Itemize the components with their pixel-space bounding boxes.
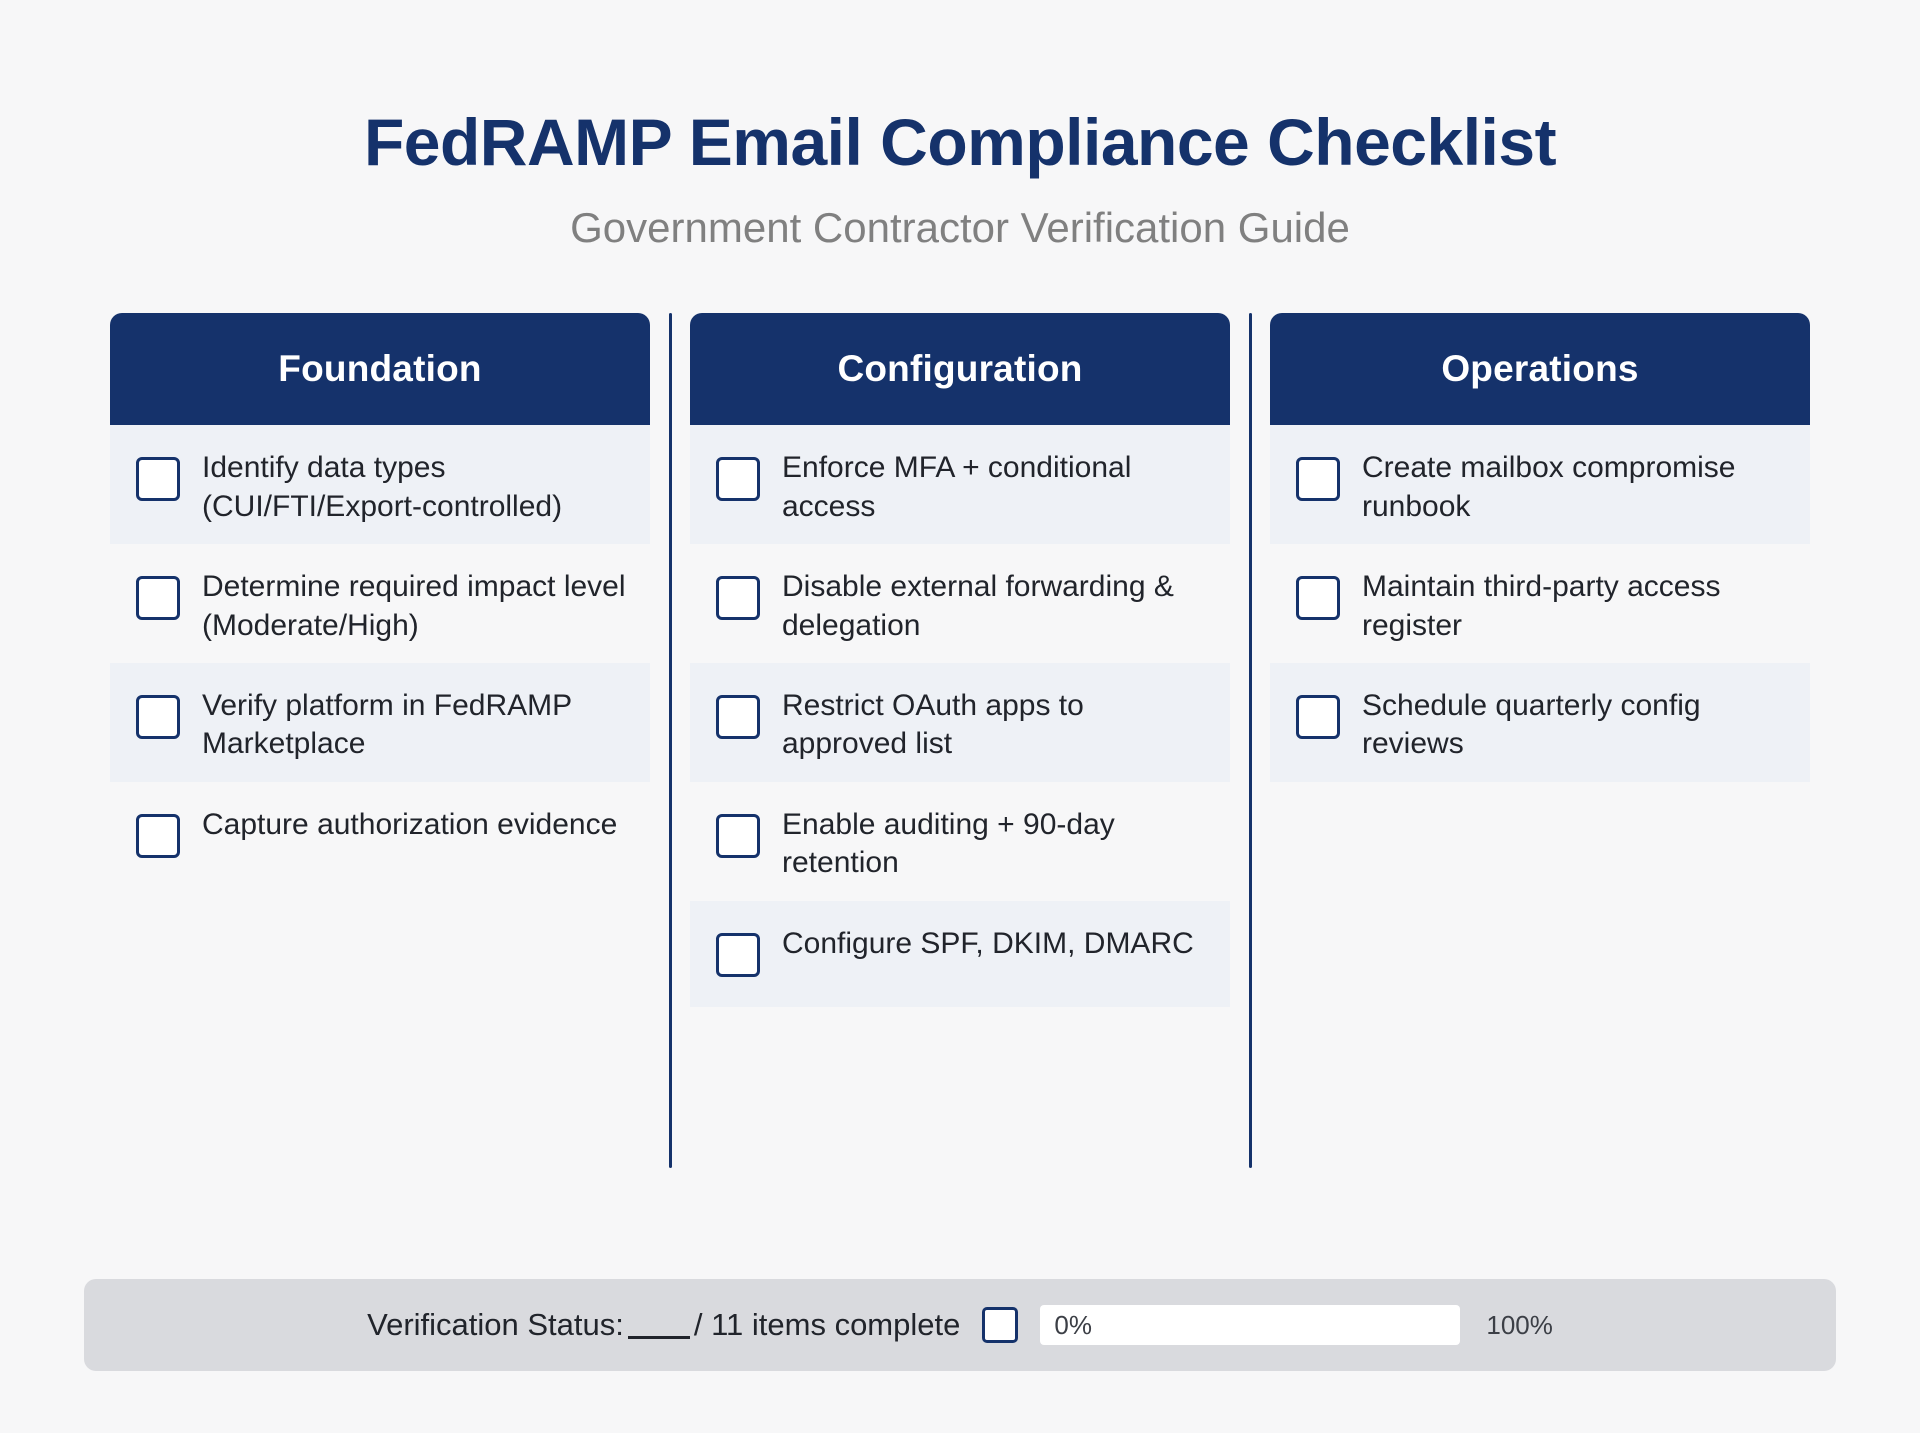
checklist-item[interactable] bbox=[110, 544, 650, 663]
checkbox-icon[interactable] bbox=[1296, 457, 1340, 501]
checklist-item[interactable] bbox=[110, 663, 650, 782]
checkbox-icon[interactable] bbox=[982, 1307, 1018, 1343]
checkbox-icon[interactable] bbox=[716, 695, 760, 739]
checklist-column-foundation bbox=[110, 313, 650, 887]
checklist-item-label: Determine required impact level (Moderate/High) bbox=[202, 570, 626, 642]
progress-min-label: 0% bbox=[1054, 1309, 1092, 1340]
verification-status-text bbox=[367, 1307, 960, 1343]
checklist-item-label: Identify data types (CUI/FTI/Export-controlled) bbox=[202, 451, 563, 523]
progress-bar[interactable] bbox=[1040, 1305, 1460, 1345]
checkbox-icon[interactable] bbox=[716, 576, 760, 620]
checkbox-icon[interactable] bbox=[136, 695, 180, 739]
checklist-item-label: Schedule quarterly config reviews bbox=[1362, 689, 1701, 761]
column-header-operations: Operations bbox=[1270, 313, 1810, 425]
checkbox-icon[interactable] bbox=[716, 814, 760, 858]
page-subtitle: Government Contractor Verification Guide bbox=[570, 204, 1350, 252]
checklist-columns bbox=[0, 313, 1920, 1006]
checklist-item-label: Verify platform in FedRAMP Marketplace bbox=[202, 689, 572, 761]
progress-max-label: 100% bbox=[1486, 1309, 1553, 1340]
verification-status-blank[interactable] bbox=[628, 1336, 690, 1339]
checklist-item-label: Disable external forwarding & delegation bbox=[782, 570, 1174, 642]
checkbox-icon[interactable] bbox=[716, 457, 760, 501]
verification-status-bar bbox=[84, 1279, 1836, 1371]
checklist-item[interactable] bbox=[110, 782, 650, 888]
checklist-item-label: Maintain third-party access register bbox=[1362, 570, 1721, 642]
page-title: FedRAMP Email Compliance Checklist bbox=[363, 105, 1557, 179]
column-header-configuration: Configuration bbox=[690, 313, 1230, 425]
checklist-item[interactable] bbox=[110, 425, 650, 544]
checklist-column-operations bbox=[1270, 313, 1810, 781]
checklist-item[interactable] bbox=[1270, 663, 1810, 782]
checklist-item-label: Enable auditing + 90-day retention bbox=[782, 807, 1115, 880]
checklist-item[interactable] bbox=[690, 901, 1230, 1007]
column-items-foundation bbox=[110, 425, 650, 887]
column-items-configuration bbox=[690, 425, 1230, 1006]
checkbox-icon[interactable] bbox=[716, 933, 760, 977]
column-header-foundation: Foundation bbox=[110, 313, 650, 425]
checkbox-icon[interactable] bbox=[136, 814, 180, 858]
checklist-item[interactable] bbox=[1270, 425, 1810, 544]
verification-status-suffix: / 11 items complete bbox=[693, 1307, 961, 1342]
checkbox-icon[interactable] bbox=[1296, 695, 1340, 739]
checkbox-icon[interactable] bbox=[1296, 576, 1340, 620]
verification-status-prefix: Verification Status: bbox=[367, 1307, 624, 1342]
checklist-item[interactable] bbox=[690, 782, 1230, 901]
checklist-column-configuration bbox=[690, 313, 1230, 1006]
checklist-item-label: Enforce MFA + conditional access bbox=[782, 451, 1132, 523]
page-header bbox=[0, 0, 1920, 251]
column-items-operations bbox=[1270, 425, 1810, 781]
checklist-item[interactable] bbox=[690, 425, 1230, 544]
checklist-item[interactable] bbox=[690, 544, 1230, 663]
checklist-item[interactable] bbox=[1270, 544, 1810, 663]
checkbox-icon[interactable] bbox=[136, 457, 180, 501]
checklist-item-label: Create mailbox compromise runbook bbox=[1362, 451, 1736, 523]
checklist-item-label: Capture authorization evidence bbox=[202, 807, 618, 841]
checkbox-icon[interactable] bbox=[136, 576, 180, 620]
checklist-item[interactable] bbox=[690, 663, 1230, 782]
checklist-item-label: Restrict OAuth apps to approved list bbox=[782, 689, 1084, 761]
checklist-item-label: Configure SPF, DKIM, DMARC bbox=[782, 926, 1194, 960]
